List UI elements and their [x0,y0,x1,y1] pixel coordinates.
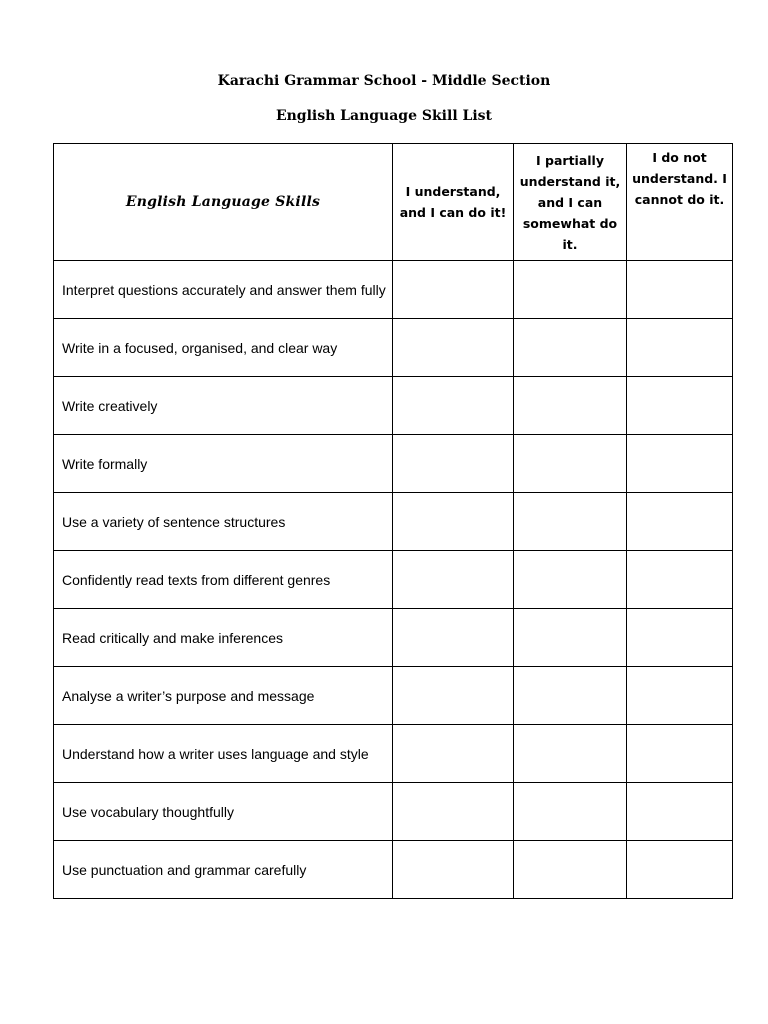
checkbox-cell-partially[interactable] [514,377,627,435]
checkbox-cell-partially[interactable] [514,319,627,377]
table-row [54,319,733,377]
checkbox-cell-not-understand[interactable] [627,841,733,899]
checkbox-cell-not-understand[interactable] [627,551,733,609]
document-title: English Language Skill List [275,108,493,124]
skill-label: Use punctuation and grammar carefully [54,841,393,899]
checkbox-cell-partially[interactable] [514,261,627,319]
checkbox-cell-not-understand[interactable] [627,435,733,493]
column-header-understand: I understand, and I can do it! [393,144,514,261]
skill-label: Interpret questions accurately and answer them fully [54,261,393,319]
skill-label: Understand how a writer uses language and style [54,725,393,783]
checkbox-cell-understand[interactable] [393,841,514,899]
checkbox-cell-understand[interactable] [393,493,514,551]
checkbox-cell-not-understand[interactable] [627,667,733,725]
checkbox-cell-understand[interactable] [393,609,514,667]
skill-label: Write formally [54,435,393,493]
skill-label: Use a variety of sentence structures [54,493,393,551]
checkbox-cell-understand[interactable] [393,435,514,493]
table-row [54,783,733,841]
column-header-skills: English Language Skills [54,144,393,261]
checkbox-cell-not-understand[interactable] [627,493,733,551]
table-row [54,435,733,493]
checkbox-cell-understand[interactable] [393,377,514,435]
skill-label: Write creatively [54,377,393,435]
table-row [54,377,733,435]
table-row [54,493,733,551]
table-row [54,667,733,725]
checkbox-cell-not-understand[interactable] [627,609,733,667]
checkbox-cell-understand[interactable] [393,725,514,783]
skill-label: Read critically and make inferences [54,609,393,667]
table-row [54,551,733,609]
checkbox-cell-partially[interactable] [514,435,627,493]
checkbox-cell-partially[interactable] [514,493,627,551]
checkbox-cell-partially[interactable] [514,725,627,783]
checkbox-cell-understand[interactable] [393,261,514,319]
checkbox-cell-not-understand[interactable] [627,261,733,319]
checkbox-cell-not-understand[interactable] [627,377,733,435]
school-title: Karachi Grammar School - Middle Section [217,73,551,89]
checkbox-cell-understand[interactable] [393,783,514,841]
checkbox-cell-not-understand[interactable] [627,783,733,841]
checkbox-cell-partially[interactable] [514,783,627,841]
skill-label: Write in a focused, organised, and clear way [54,319,393,377]
skill-label: Analyse a writer’s purpose and message [54,667,393,725]
table-row [54,725,733,783]
table-row [54,261,733,319]
skill-label: Use vocabulary thoughtfully [54,783,393,841]
checkbox-cell-partially[interactable] [514,551,627,609]
skills-table [53,143,733,899]
checkbox-cell-partially[interactable] [514,841,627,899]
table-row [54,841,733,899]
checkbox-cell-understand[interactable] [393,319,514,377]
table-row [54,609,733,667]
column-header-not-understand: I do not understand. I cannot do it. [627,144,733,261]
checkbox-cell-understand[interactable] [393,551,514,609]
checkbox-cell-not-understand[interactable] [627,319,733,377]
checkbox-cell-understand[interactable] [393,667,514,725]
checkbox-cell-partially[interactable] [514,667,627,725]
skill-label: Confidently read texts from different genres [54,551,393,609]
checkbox-cell-partially[interactable] [514,609,627,667]
column-header-partially: I partially understand it, and I can somewhat do it. [514,144,627,261]
table-header-row [54,144,733,261]
checkbox-cell-not-understand[interactable] [627,725,733,783]
